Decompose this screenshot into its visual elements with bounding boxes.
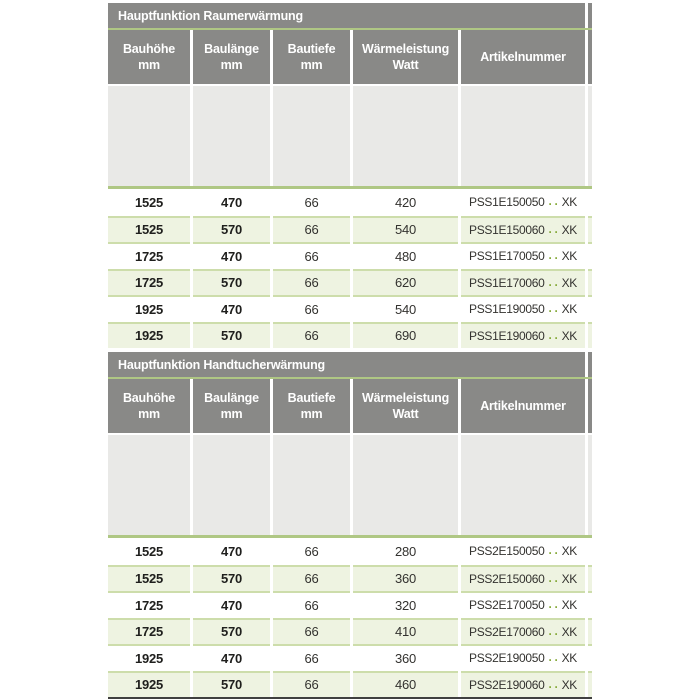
cell-baulaenge: 570 xyxy=(193,565,270,592)
article-dot-separator: . . xyxy=(548,570,558,585)
cropped-column-sliver xyxy=(588,671,592,698)
cell-artikelnummer xyxy=(461,189,585,216)
table-body xyxy=(108,538,592,697)
cell-bauhoehe: 1725 xyxy=(108,591,190,618)
cell-bauhoehe: 1925 xyxy=(108,644,190,671)
article-suffix: XK xyxy=(561,249,577,264)
table-row xyxy=(108,216,592,243)
article-dot-separator: . . xyxy=(548,327,558,342)
article-suffix: XK xyxy=(561,598,577,613)
cell-waermeleistung: 360 xyxy=(353,565,458,592)
table-row xyxy=(108,269,592,296)
column-header-line1: Artikelnummer xyxy=(480,399,566,413)
column-header-bauhoehe xyxy=(108,379,190,433)
cropped-column-sliver xyxy=(588,538,592,565)
column-header-waermeleistung xyxy=(353,379,458,433)
article-suffix: XK xyxy=(561,328,577,343)
cell-bauhoehe: 1725 xyxy=(108,269,190,296)
column-header-row xyxy=(108,30,592,84)
column-header-baulaenge xyxy=(193,30,270,84)
table-body xyxy=(108,189,592,348)
article-code: PSS1E190060 xyxy=(469,328,545,343)
table-raumerwaermung xyxy=(108,3,592,348)
article-suffix: XK xyxy=(561,571,577,586)
cell-baulaenge: 470 xyxy=(193,644,270,671)
empty-image-band xyxy=(108,86,592,186)
column-header-line2: mm xyxy=(220,58,243,72)
cell-artikelnummer xyxy=(461,216,585,243)
cell-bautiefe: 66 xyxy=(273,242,350,269)
cell-artikelnummer xyxy=(461,618,585,645)
article-code: PSS2E170050 xyxy=(469,598,545,613)
cell-baulaenge: 470 xyxy=(193,591,270,618)
cell-baulaenge: 570 xyxy=(193,322,270,349)
table-row xyxy=(108,322,592,349)
cell-waermeleistung: 540 xyxy=(353,216,458,243)
column-header-line1: Bauhöhe xyxy=(122,391,176,405)
table-row xyxy=(108,644,592,671)
cell-bauhoehe: 1525 xyxy=(108,538,190,565)
column-header-artikelnummer xyxy=(461,30,585,84)
cell-bautiefe: 66 xyxy=(273,644,350,671)
column-header-bautiefe xyxy=(273,379,350,433)
cell-bauhoehe: 1925 xyxy=(108,295,190,322)
table-title-bar xyxy=(108,3,592,28)
column-header-artikelnummer xyxy=(461,379,585,433)
cell-baulaenge: 570 xyxy=(193,269,270,296)
column-header-line2: Watt xyxy=(392,58,419,72)
cell-artikelnummer xyxy=(461,242,585,269)
table-row xyxy=(108,295,592,322)
column-header-line1: Bautiefe xyxy=(287,391,336,405)
article-suffix: XK xyxy=(561,651,577,666)
cell-bautiefe: 66 xyxy=(273,565,350,592)
article-dot-separator: . . xyxy=(548,194,558,209)
cell-artikelnummer xyxy=(461,269,585,296)
article-suffix: XK xyxy=(561,624,577,639)
cell-waermeleistung: 420 xyxy=(353,189,458,216)
column-header-line1: Baulänge xyxy=(204,42,259,56)
article-code: PSS1E170050 xyxy=(469,249,545,264)
cell-bautiefe: 66 xyxy=(273,322,350,349)
cropped-column-sliver xyxy=(588,618,592,645)
table-handtucherwaermung xyxy=(108,352,592,699)
article-code: PSS1E170060 xyxy=(469,275,545,290)
empty-image-band xyxy=(108,435,592,535)
cell-baulaenge: 470 xyxy=(193,538,270,565)
cropped-column-sliver xyxy=(588,3,592,28)
cell-waermeleistung: 480 xyxy=(353,242,458,269)
article-dot-separator: . . xyxy=(548,650,558,665)
cell-bauhoehe: 1725 xyxy=(108,242,190,269)
article-dot-separator: . . xyxy=(548,274,558,289)
cell-waermeleistung: 460 xyxy=(353,671,458,698)
cell-baulaenge: 570 xyxy=(193,671,270,698)
cropped-column-sliver xyxy=(588,644,592,671)
cell-bautiefe: 66 xyxy=(273,295,350,322)
cropped-column-sliver xyxy=(588,591,592,618)
cell-bauhoehe: 1725 xyxy=(108,618,190,645)
table-row xyxy=(108,591,592,618)
cell-baulaenge: 470 xyxy=(193,242,270,269)
column-header-line1: Baulänge xyxy=(204,391,259,405)
cell-artikelnummer xyxy=(461,538,585,565)
cell-waermeleistung: 360 xyxy=(353,644,458,671)
article-code: PSS1E190050 xyxy=(469,302,545,317)
cell-bautiefe: 66 xyxy=(273,269,350,296)
cell-waermeleistung: 320 xyxy=(353,591,458,618)
cropped-column-sliver xyxy=(588,565,592,592)
table-title: Hauptfunktion Handtucherwärmung xyxy=(108,352,585,377)
column-header-line2: mm xyxy=(138,58,160,72)
article-suffix: XK xyxy=(561,222,577,237)
table-bottom-rule xyxy=(108,697,592,699)
cell-waermeleistung: 690 xyxy=(353,322,458,349)
article-code: PSS2E150060 xyxy=(469,571,545,586)
column-header-row xyxy=(108,379,592,433)
column-header-bautiefe xyxy=(273,30,350,84)
cell-waermeleistung: 280 xyxy=(353,538,458,565)
column-header-line2: Watt xyxy=(392,407,419,421)
cell-bautiefe: 66 xyxy=(273,671,350,698)
article-code: PSS1E150050 xyxy=(469,195,545,210)
cropped-column-sliver xyxy=(588,189,592,216)
cropped-column-sliver xyxy=(588,30,592,84)
column-header-line2: mm xyxy=(300,407,323,421)
cell-artikelnummer xyxy=(461,591,585,618)
article-suffix: XK xyxy=(561,275,577,290)
cropped-column-sliver xyxy=(588,352,592,377)
article-dot-separator: . . xyxy=(548,221,558,236)
article-code: PSS2E190060 xyxy=(469,677,545,692)
table-row xyxy=(108,671,592,698)
column-header-line2: mm xyxy=(138,407,160,421)
column-header-baulaenge xyxy=(193,379,270,433)
table-row xyxy=(108,618,592,645)
table-title-bar xyxy=(108,352,592,377)
table-row xyxy=(108,189,592,216)
column-header-line1: Artikelnummer xyxy=(480,50,566,64)
cell-waermeleistung: 620 xyxy=(353,269,458,296)
cell-waermeleistung: 410 xyxy=(353,618,458,645)
column-header-bauhoehe xyxy=(108,30,190,84)
cell-bautiefe: 66 xyxy=(273,618,350,645)
article-suffix: XK xyxy=(561,677,577,692)
cell-bautiefe: 66 xyxy=(273,216,350,243)
cropped-column-sliver xyxy=(588,295,592,322)
article-suffix: XK xyxy=(561,195,577,210)
column-header-line1: Bautiefe xyxy=(287,42,336,56)
column-header-line1: Wärmeleistung xyxy=(362,42,449,56)
table-row xyxy=(108,242,592,269)
cell-artikelnummer xyxy=(461,671,585,698)
cropped-column-sliver xyxy=(588,216,592,243)
cropped-column-sliver xyxy=(588,242,592,269)
article-dot-separator: . . xyxy=(548,597,558,612)
cell-bauhoehe: 1925 xyxy=(108,671,190,698)
article-dot-separator: . . xyxy=(548,248,558,263)
column-header-waermeleistung xyxy=(353,30,458,84)
article-suffix: XK xyxy=(561,302,577,317)
cell-artikelnummer xyxy=(461,565,585,592)
cell-baulaenge: 470 xyxy=(193,189,270,216)
spec-tables-document xyxy=(108,3,592,699)
cell-bauhoehe: 1525 xyxy=(108,216,190,243)
cell-baulaenge: 570 xyxy=(193,216,270,243)
article-code: PSS1E150060 xyxy=(469,222,545,237)
cell-bautiefe: 66 xyxy=(273,538,350,565)
cell-bauhoehe: 1525 xyxy=(108,565,190,592)
cell-bautiefe: 66 xyxy=(273,591,350,618)
cell-baulaenge: 470 xyxy=(193,295,270,322)
table-row xyxy=(108,538,592,565)
column-header-line1: Bauhöhe xyxy=(122,42,176,56)
article-code: PSS2E150050 xyxy=(469,544,545,559)
column-header-line2: mm xyxy=(300,58,323,72)
cropped-column-sliver xyxy=(588,322,592,349)
cell-bautiefe: 66 xyxy=(273,189,350,216)
cell-baulaenge: 570 xyxy=(193,618,270,645)
column-header-line1: Wärmeleistung xyxy=(362,391,449,405)
article-code: PSS2E170060 xyxy=(469,624,545,639)
column-header-line2: mm xyxy=(220,407,243,421)
cell-artikelnummer xyxy=(461,644,585,671)
article-dot-separator: . . xyxy=(548,676,558,691)
article-dot-separator: . . xyxy=(548,543,558,558)
table-row xyxy=(108,565,592,592)
cropped-column-sliver xyxy=(588,269,592,296)
article-suffix: XK xyxy=(561,544,577,559)
article-dot-separator: . . xyxy=(548,301,558,316)
cell-waermeleistung: 540 xyxy=(353,295,458,322)
table-title: Hauptfunktion Raumerwärmung xyxy=(108,3,585,28)
article-dot-separator: . . xyxy=(548,623,558,638)
cell-artikelnummer xyxy=(461,322,585,349)
cell-bauhoehe: 1925 xyxy=(108,322,190,349)
article-code: PSS2E190050 xyxy=(469,651,545,666)
cell-artikelnummer xyxy=(461,295,585,322)
cropped-column-sliver xyxy=(588,379,592,433)
cell-bauhoehe: 1525 xyxy=(108,189,190,216)
